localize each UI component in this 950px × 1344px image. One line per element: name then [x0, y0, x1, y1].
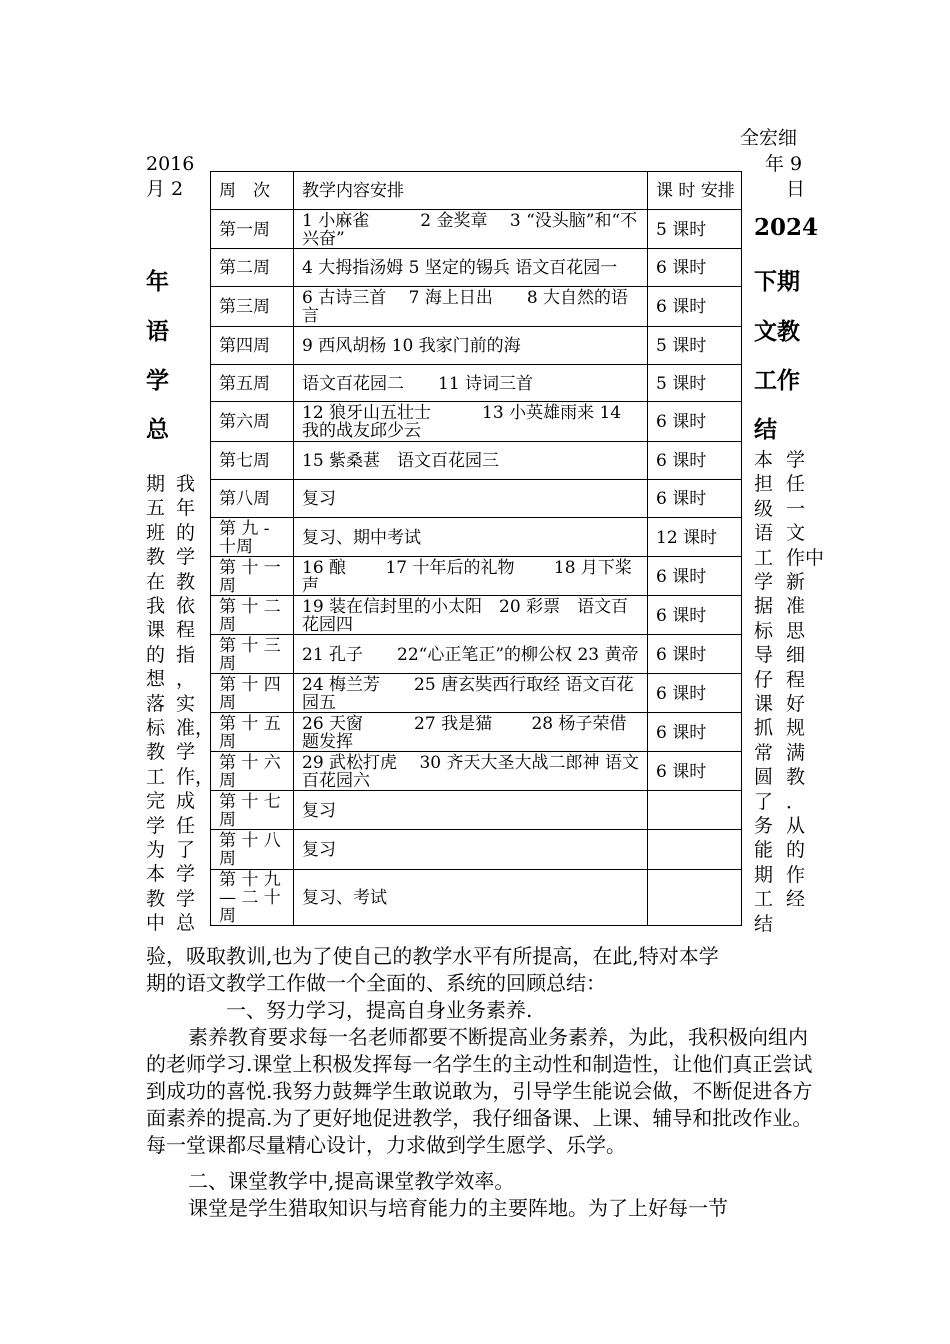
right-column-char: 常	[754, 741, 774, 764]
left-column-char: 学	[176, 887, 196, 910]
left-column-char: 的	[146, 643, 166, 666]
week-cell: 第三周	[211, 287, 294, 327]
table-header-cell: 周 次	[211, 172, 294, 210]
right-column-char: 思	[786, 619, 806, 642]
week-cell: 第 十 九 — 二 十 周	[211, 870, 294, 926]
right-column-char: 好	[786, 693, 806, 715]
date-left-year: 2016	[146, 153, 195, 175]
right-column-char: 能	[754, 839, 774, 862]
right-column-char: 细	[786, 644, 806, 667]
table-row	[211, 210, 742, 249]
week-cell: 第 十 八 周	[211, 830, 294, 870]
date-right-line1: 全宏细	[740, 127, 798, 149]
content-cell: 15 紫桑葚 语文百花园三	[294, 442, 648, 480]
right-column-char: 担	[754, 473, 774, 496]
left-column-char: 学	[176, 546, 196, 569]
hours-cell: 5 课时	[648, 210, 742, 249]
right-column-char: 经	[786, 888, 806, 911]
left-column-char: 作，	[176, 765, 215, 788]
left-column-char: 教	[146, 741, 166, 764]
intro-line-2: 期的语文教学工作做一个全面的、系统的回顾总结：	[146, 971, 606, 995]
intro-line-1: 验，吸取教训,也为了使自己的教学水平有所提高，在此,特对本学	[146, 944, 719, 968]
content-cell: 12 狼牙山五壮士 13 小英雄雨来 14 我的战友邱少云	[294, 402, 648, 442]
left-column-char: 年	[176, 497, 196, 520]
table-row	[211, 402, 742, 442]
content-cell: 复习、期中考试	[294, 518, 648, 557]
left-column-char: 工	[146, 765, 166, 788]
section-heading-2: 二、课堂教学中,提高课堂教学效率。	[188, 1169, 515, 1193]
table-row	[211, 249, 742, 287]
table-row	[211, 287, 742, 327]
hours-cell: 6 课时	[648, 674, 742, 713]
left-column-char: 中	[146, 912, 166, 935]
content-cell: 复习	[294, 791, 648, 830]
right-column-char: 级	[754, 497, 774, 520]
week-cell: 第 十 七 周	[211, 791, 294, 830]
right-column-char: 了	[754, 790, 774, 813]
left-column-char: 准，	[176, 717, 215, 739]
hours-cell: 6 课时	[648, 713, 742, 752]
table-header-row	[211, 172, 742, 210]
hours-cell	[648, 791, 742, 830]
left-column-char: 教	[146, 887, 166, 910]
hours-cell	[648, 870, 742, 926]
right-column-char: 从	[786, 815, 806, 837]
left-column-char: 期	[146, 473, 166, 495]
title-left-char: 语	[146, 318, 169, 345]
hours-cell: 6 课时	[648, 752, 742, 791]
week-cell: 第二周	[211, 249, 294, 287]
hours-cell: 12 课时	[648, 518, 742, 557]
week-cell: 第 十 二 周	[211, 596, 294, 635]
left-column-char: 为	[146, 839, 166, 861]
left-column-char: 班	[146, 521, 166, 544]
hours-cell: 5 课时	[648, 327, 742, 365]
hours-cell: 6 课时	[648, 442, 742, 480]
right-column-char: 学	[786, 449, 806, 471]
right-column-char: 抓	[754, 717, 774, 740]
content-cell: 29 武松打虎 30 齐天大圣大战二郎神 语文百花园六	[294, 752, 648, 791]
table-row	[211, 674, 742, 713]
right-column-char: 的	[786, 839, 806, 862]
left-column-char: 依	[176, 595, 196, 617]
left-column-char: 本	[146, 863, 166, 886]
content-cell: 24 梅兰芳 25 唐玄奘西行取经 语文百花园五	[294, 674, 648, 713]
title-right-char: 下期	[754, 268, 800, 295]
content-cell: 语文百花园二 11 诗词三首	[294, 365, 648, 402]
table-row	[211, 557, 742, 596]
hours-cell: 6 课时	[648, 557, 742, 596]
table-row	[211, 870, 742, 926]
right-column-char: 程	[786, 668, 806, 691]
table-row	[211, 791, 742, 830]
right-column-char: 规	[786, 717, 806, 740]
week-cell: 第 十 五 周	[211, 713, 294, 752]
table-row	[211, 635, 742, 674]
hours-cell: 6 课时	[648, 249, 742, 287]
right-column-char: 工	[754, 546, 774, 569]
title-left-char: 总	[146, 416, 169, 443]
right-column-char: 仔	[754, 668, 774, 691]
left-column-char: 完	[146, 790, 166, 813]
title-right-char: 工作	[754, 367, 800, 394]
hours-cell: 6 课时	[648, 287, 742, 327]
left-column-char: 总	[176, 912, 196, 935]
week-cell: 第一周	[211, 210, 294, 249]
right-column-char: 本	[754, 449, 774, 471]
title-left-char: 学	[146, 367, 169, 394]
table-row	[211, 713, 742, 752]
content-cell: 复习	[294, 830, 648, 870]
left-column-char: 标	[146, 717, 166, 739]
left-column-char: 成	[176, 790, 196, 813]
title-right-char: 2024	[754, 214, 819, 241]
week-cell: 第 十 一 周	[211, 557, 294, 596]
section-paragraph-1: 素养教育要求每一名老师都要不断提高业务素养，为此，我积极向组内的老师学习.课堂上积极发挥每一名学生的主动性和制造性，让他们真正尝试到成功的喜悦.我努力鼓舞学生敢说敢为，引导学生能说会做，不断促进各方面素养的提高.为了更好地促进教学，我仔细备课、上课、辅导和批改作业。每一堂课都尽量精心设计，力求做到学生愿学、乐学。	[146, 1025, 813, 1157]
hours-cell: 5 课时	[648, 365, 742, 402]
left-column-char: 任	[176, 814, 196, 837]
content-cell: 4 大拇指汤姆 5 坚定的锡兵 语文百花园一	[294, 249, 648, 287]
left-column-char: 了	[176, 839, 196, 861]
content-cell: 9 西风胡杨 10 我家门前的海	[294, 327, 648, 365]
date-right-line2: 年 9	[765, 153, 803, 175]
table-row	[211, 596, 742, 635]
table-row	[211, 830, 742, 870]
left-column-char: 五	[146, 497, 166, 520]
left-column-char: 我	[176, 473, 196, 495]
left-column-char: ，	[176, 668, 196, 691]
left-column-char: 指	[176, 643, 196, 666]
date-left-month: 月 2	[146, 178, 184, 200]
left-column-char: 教	[146, 546, 166, 569]
right-column-char: 期	[754, 863, 774, 886]
hours-cell: 6 课时	[648, 635, 742, 674]
table-row	[211, 518, 742, 557]
table-row	[211, 327, 742, 365]
title-right-char: 结	[754, 416, 777, 443]
right-column-char: 任	[786, 473, 806, 496]
right-column-char: 务	[754, 815, 774, 837]
content-cell: 复习、考试	[294, 870, 648, 926]
right-column-char: 导	[754, 644, 774, 667]
schedule-table	[210, 171, 742, 926]
week-cell: 第 十 四 周	[211, 674, 294, 713]
title-right-char: 文教	[754, 318, 800, 345]
right-column-char: 新	[786, 571, 806, 593]
week-cell: 第八周	[211, 480, 294, 518]
right-column-char: 教	[786, 766, 806, 789]
right-column-char: 文	[786, 522, 806, 545]
week-cell: 第 十 六 周	[211, 752, 294, 791]
left-column-char: 教	[176, 570, 196, 593]
hours-cell	[648, 830, 742, 870]
content-cell: 21 孔子 22“心正笔正”的柳公权 23 黄帝	[294, 635, 648, 674]
content-cell: 16 酿 17 十年后的礼物 18 月下桨声	[294, 557, 648, 596]
week-cell: 第六周	[211, 402, 294, 442]
title-left-char: 年	[146, 268, 169, 295]
right-column-char: 学	[754, 571, 774, 593]
left-column-char: 的	[176, 521, 196, 544]
right-column-char: 作	[786, 863, 806, 886]
section-heading-1: 一、努力学习，提高自身业务素养.	[226, 998, 533, 1022]
right-column-char: 据	[754, 595, 774, 618]
left-column-char: 实	[176, 692, 196, 715]
right-column-char: 作中	[786, 546, 825, 569]
hours-cell: 6 课时	[648, 596, 742, 635]
left-column-char: 想	[146, 668, 166, 691]
right-column-char: 工	[754, 888, 774, 911]
left-column-char: 学	[146, 814, 166, 837]
date-right-line3: 日	[786, 178, 806, 200]
left-column-char: 课	[146, 619, 166, 642]
right-column-char: 一	[786, 497, 806, 520]
right-column-char: 标	[754, 619, 774, 642]
week-cell: 第 十 三 周	[211, 635, 294, 674]
table-header-cell: 教学内容安排	[294, 172, 648, 210]
content-cell: 复习	[294, 480, 648, 518]
week-cell: 第 九 - 十周	[211, 518, 294, 557]
left-column-char: 学	[176, 741, 196, 764]
left-column-char: 程	[176, 619, 196, 642]
right-column-char: 课	[754, 693, 774, 715]
section-paragraph-2: 课堂是学生猎取知识与培育能力的主要阵地。为了上好每一节	[188, 1196, 728, 1220]
left-column-char: 学	[176, 863, 196, 886]
week-cell: 第七周	[211, 442, 294, 480]
left-column-char: 在	[146, 570, 166, 593]
table-row	[211, 752, 742, 791]
hours-cell: 6 课时	[648, 480, 742, 518]
right-column-char: ．	[786, 790, 806, 813]
right-column-char: 圆	[754, 766, 774, 789]
content-cell: 19 装在信封里的小太阳 20 彩票 语文百花园四	[294, 596, 648, 635]
content-cell: 1 小麻雀 2 金奖章 3 “没头脑”和“不兴奋”	[294, 210, 648, 249]
table-row	[211, 442, 742, 480]
table-row	[211, 480, 742, 518]
table-header-cell: 课 时 安排	[648, 172, 742, 210]
week-cell: 第四周	[211, 327, 294, 365]
right-column-char: 结	[754, 912, 774, 935]
right-column-char: 满	[786, 741, 806, 764]
left-column-char: 落	[146, 692, 166, 715]
week-cell: 第五周	[211, 365, 294, 402]
table-row	[211, 365, 742, 402]
right-column-char: 语	[754, 522, 774, 545]
left-column-char: 我	[146, 595, 166, 617]
hours-cell: 6 课时	[648, 402, 742, 442]
right-column-char: 准	[786, 595, 806, 618]
content-cell: 26 天窗 27 我是猫 28 杨子荣借题发挥	[294, 713, 648, 752]
content-cell: 6 古诗三首 7 海上日出 8 大自然的语言	[294, 287, 648, 327]
